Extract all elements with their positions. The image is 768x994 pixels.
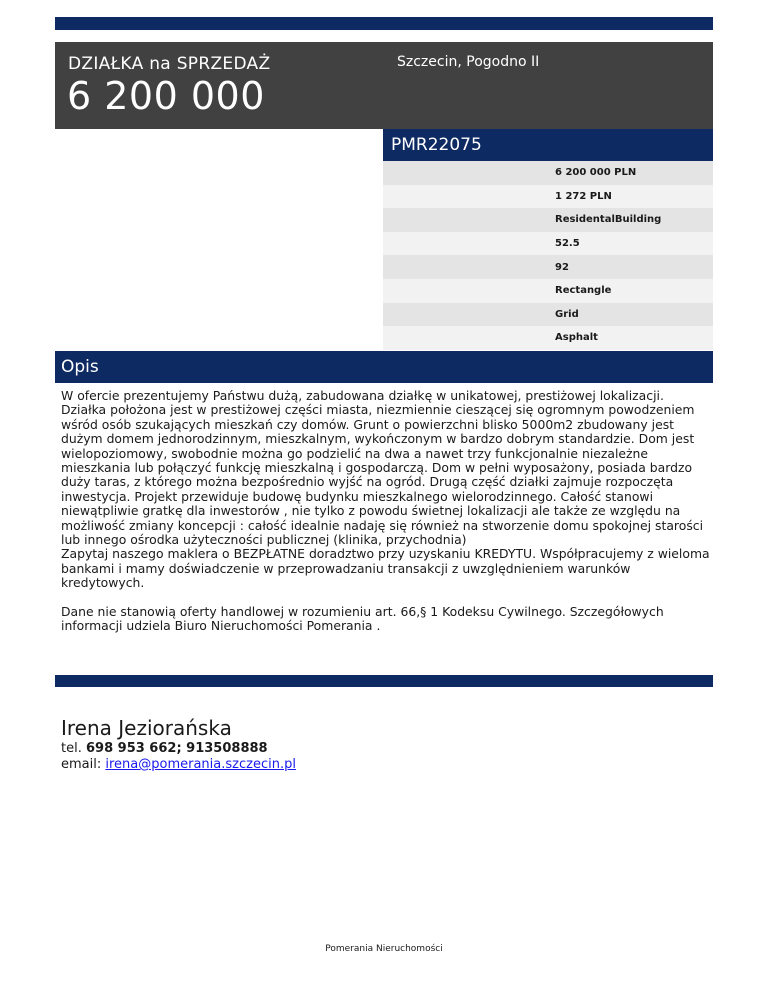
- detail-row: [383, 232, 713, 256]
- description-heading: Opis: [61, 357, 99, 377]
- detail-row: [383, 185, 713, 209]
- detail-value: ResidentalBuilding: [555, 214, 662, 226]
- description-section: [61, 389, 711, 634]
- section-divider-bar: [55, 675, 713, 687]
- offer-type: DZIAŁKA na SPRZEDAŻ: [68, 54, 271, 74]
- detail-value: 1 272 PLN: [555, 190, 612, 202]
- detail-value: Grid: [555, 308, 579, 320]
- agent-email-link[interactable]: irena@pomerania.szczecin.pl: [105, 757, 296, 772]
- detail-value: 6 200 000 PLN: [555, 167, 637, 179]
- phone-label: tel.: [61, 741, 82, 756]
- top-accent-bar: [55, 17, 713, 30]
- email-label: email:: [61, 757, 102, 772]
- agent-phone: 698 953 662; 913508888: [85, 741, 268, 756]
- legal-disclaimer: Dane nie stanowią oferty handlowej w rozumieniu art. 66,§ 1 Kodeksu Cywilnego. Szczegółowych informacji udziela Biuro Nieruchomości Pomerania .: [61, 603, 664, 634]
- credit-note: Zapytaj naszego maklera o BEZPŁATNE doradztwo przy uzyskaniu KREDYTU. Współpracujemy z wieloma bankami i mamy doświadczenie w przeprowadzaniu transakcji z uwzględnieniem warunków kredytowych.: [61, 546, 710, 591]
- agent-contact: [61, 716, 296, 773]
- offer-location: Szczecin, Pogodno II: [397, 54, 540, 70]
- detail-value: Rectangle: [555, 285, 612, 297]
- footer-company: Pomerania Nieruchomości: [325, 944, 443, 954]
- detail-value: 92: [555, 261, 569, 273]
- detail-row: [383, 161, 713, 185]
- reference-bar: [383, 129, 713, 161]
- agent-name: Irena Jeziorańska: [61, 716, 232, 740]
- details-table: [383, 161, 713, 350]
- agent-phone-line: [61, 741, 296, 757]
- detail-row: [383, 255, 713, 279]
- detail-row: [383, 326, 713, 350]
- detail-row: [383, 208, 713, 232]
- offer-header: [55, 42, 713, 129]
- reference-number: PMR22075: [391, 135, 482, 155]
- description-body: W ofercie prezentujemy Państwu dużą, zabudowana działkę w unikatowej, prestiżowej lokalizacji. Działka położona jest w prestiżowej części miasta, niezmiennie cieszącej się ogromnym powodzeniem wśród osób szukających mieszkań czy domów. Grunt o powierzchni blisko 5000m2 zbudowany jest dużym domem jednorodzinnym, mieszkalnym, wykończonym w bardzo dobrym standardzie. Dom jest wielopoziomowy, swobodnie można go podzielić na dwa a nawet trzy funkcjonalnie niezależne mieszkania lub połączyć funkcję mieszkalną i gospodarczą. Dom w pełni wyposażony, posiada bardzo duży taras, z którego można bezpośrednio wyjść na ogród. Drugą część działki zajmuje rozpoczęta inwestycja. Projekt przewiduje budowę budynku mieszkalnego wielorodzinnego. Całość stanowi niewątpliwie gratkę dla inwestorów , nie tylko z powodu świetnej lokalizacji ale także ze względu na możliwość zmiany koncepcji : całość idealnie nadaję się również na stworzenie domu spokojnej starości lub innego ośrodka użyteczności publicznej (klinika, przychodnia): [61, 388, 704, 548]
- offer-price: 6 200 000: [67, 74, 265, 118]
- detail-row: [383, 279, 713, 303]
- detail-value: Asphalt: [555, 332, 598, 344]
- description-heading-bar: [55, 351, 713, 383]
- detail-row: [383, 303, 713, 327]
- detail-value: 52.5: [555, 238, 580, 250]
- agent-email-line: [61, 757, 296, 773]
